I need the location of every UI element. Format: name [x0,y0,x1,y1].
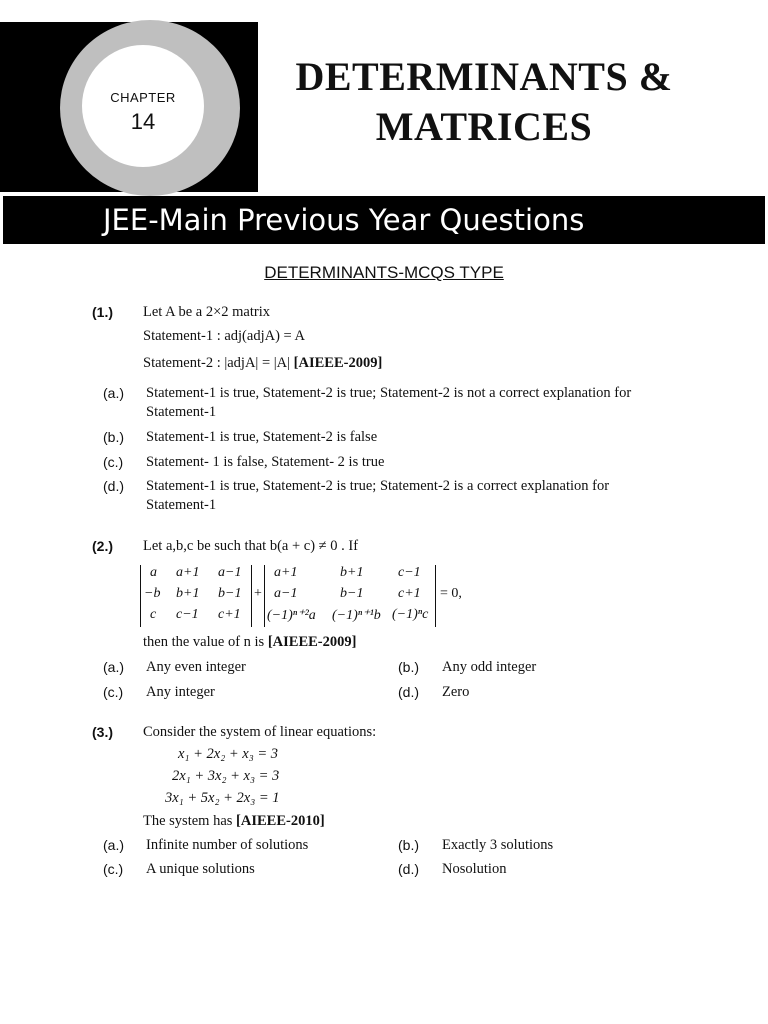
chapter-label: CHAPTER [110,90,176,105]
q1-option-c-text[interactable]: Statement- 1 is false, Statement- 2 is true [146,454,385,470]
q2-option-a-label[interactable]: (a.) [103,659,124,675]
q2-source: [AIEEE-2009] [267,634,357,650]
det1-cell: b+1 [176,586,200,601]
banner: JEE-Main Previous Year Questions [3,196,765,244]
q1-statement2 [143,355,382,372]
q3-option-d-label[interactable]: (d.) [398,861,419,877]
q1-option-b-text[interactable]: Statement-1 is true, Statement-2 is false [146,429,378,445]
det1-cell: a−1 [218,565,242,580]
q1-option-d-text[interactable]: Statement-1 is true, Statement-2 is true; Statement-2 is a correct explanation for [146,478,610,494]
title-line-1: DETERMINANTS & [295,54,673,99]
det2-cell: b−1 [340,586,364,601]
chapter-badge [82,45,204,167]
q3-source: [AIEEE-2010] [236,813,325,829]
det2-cell: b+1 [340,565,364,580]
q1-statement1 [143,328,305,345]
q3-option-b-label[interactable]: (b.) [398,837,419,853]
det2-cell: a−1 [274,586,298,601]
q1-option-a-text2: Statement-1 [146,404,217,420]
q2-option-d-label[interactable]: (d.) [398,684,419,700]
q2-option-b-text[interactable]: Any odd integer [442,659,537,675]
det1-left-bar [140,565,141,627]
q1-option-d-label[interactable]: (d.) [103,478,124,494]
q3-option-a-label[interactable]: (a.) [103,837,124,853]
q1-stmt2-label: Statement-2 : [143,355,221,371]
det2-cell: (−1)ⁿ⁺¹b [332,608,381,623]
q3-equation-3: 3x₁ + 5x₂ + 2x₃ = 1 [165,790,280,806]
q2-determinant-equation [140,565,470,629]
det2-cell: c−1 [398,565,421,580]
q1-option-a-label[interactable]: (a.) [103,385,124,401]
q1-number: (1.) [92,304,113,320]
q1-option-d-text2: Statement-1 [146,497,217,513]
q2-number: (2.) [92,538,113,554]
det1-cell: −b [144,586,161,601]
q3-number: (3.) [92,724,113,740]
page-title [240,52,728,152]
det1-right-bar [251,565,252,627]
title-line-2: MATRICES [375,104,593,149]
q1-option-a-text[interactable]: Statement-1 is true, Statement-2 is true; Statement-2 is not a correct explanation for [146,385,632,401]
q1-stmt1-label: Statement-1 : [143,328,221,344]
det2-cell: (−1)ⁿc [392,607,429,622]
q1-option-c-label[interactable]: (c.) [103,454,124,470]
q2-line1: Let a,b,c be such that b(a + c) ≠ 0 . If [143,538,359,554]
plus-sign: + [254,586,262,601]
q3-option-d-text[interactable]: Nosolution [442,861,507,877]
q2-line-after [143,634,356,651]
q2-option-b-label[interactable]: (b.) [398,659,419,675]
det1-cell: c [150,607,157,622]
det2-cell: (−1)ⁿ⁺²a [267,608,316,623]
q2-option-d-text[interactable]: Zero [442,684,470,700]
det2-left-bar [264,565,265,627]
q3-option-c-label[interactable]: (c.) [103,861,124,877]
q3-option-a-text[interactable]: Infinite number of solutions [146,837,309,853]
det1-cell: c−1 [176,607,199,622]
q3-option-b-text[interactable]: Exactly 3 solutions [442,837,554,853]
det2-right-bar [435,565,436,627]
equals-zero: = 0, [440,586,462,601]
chapter-number: 14 [130,109,156,134]
det1-cell: a+1 [176,565,200,580]
q1-line1: Let A be a 2×2 matrix [143,304,270,320]
q3-option-c-text[interactable]: A unique solutions [146,861,255,877]
q2-option-a-text[interactable]: Any even integer [146,659,246,675]
q3-line1: Consider the system of linear equations: [143,724,377,740]
q3-equation-1: x₁ + 2x₂ + x₃ = 3 [178,746,279,762]
q3-line-after [143,813,325,830]
det1-cell: b−1 [218,586,242,601]
det1-cell: c+1 [218,607,241,622]
q3-line-after-text: The system has [143,813,233,829]
q1-stmt1-expr: adj(adjA) = A [224,328,305,344]
det2-cell: a+1 [274,565,298,580]
q3-equation-2: 2x₁ + 3x₂ + x₃ = 3 [172,768,280,784]
q2-option-c-label[interactable]: (c.) [103,684,124,700]
q1-source: [AIEEE-2009] [293,355,383,371]
q1-stmt2-expr: |adjA| = |A| [224,355,291,371]
q2-option-c-text[interactable]: Any integer [146,684,215,700]
det2-cell: c+1 [398,586,421,601]
q2-line-after-text: then the value of n is [143,634,265,650]
det1-cell: a [150,565,157,580]
section-title: DETERMINANTS-MCQS TYPE [264,263,504,282]
q1-option-b-label[interactable]: (b.) [103,429,124,445]
